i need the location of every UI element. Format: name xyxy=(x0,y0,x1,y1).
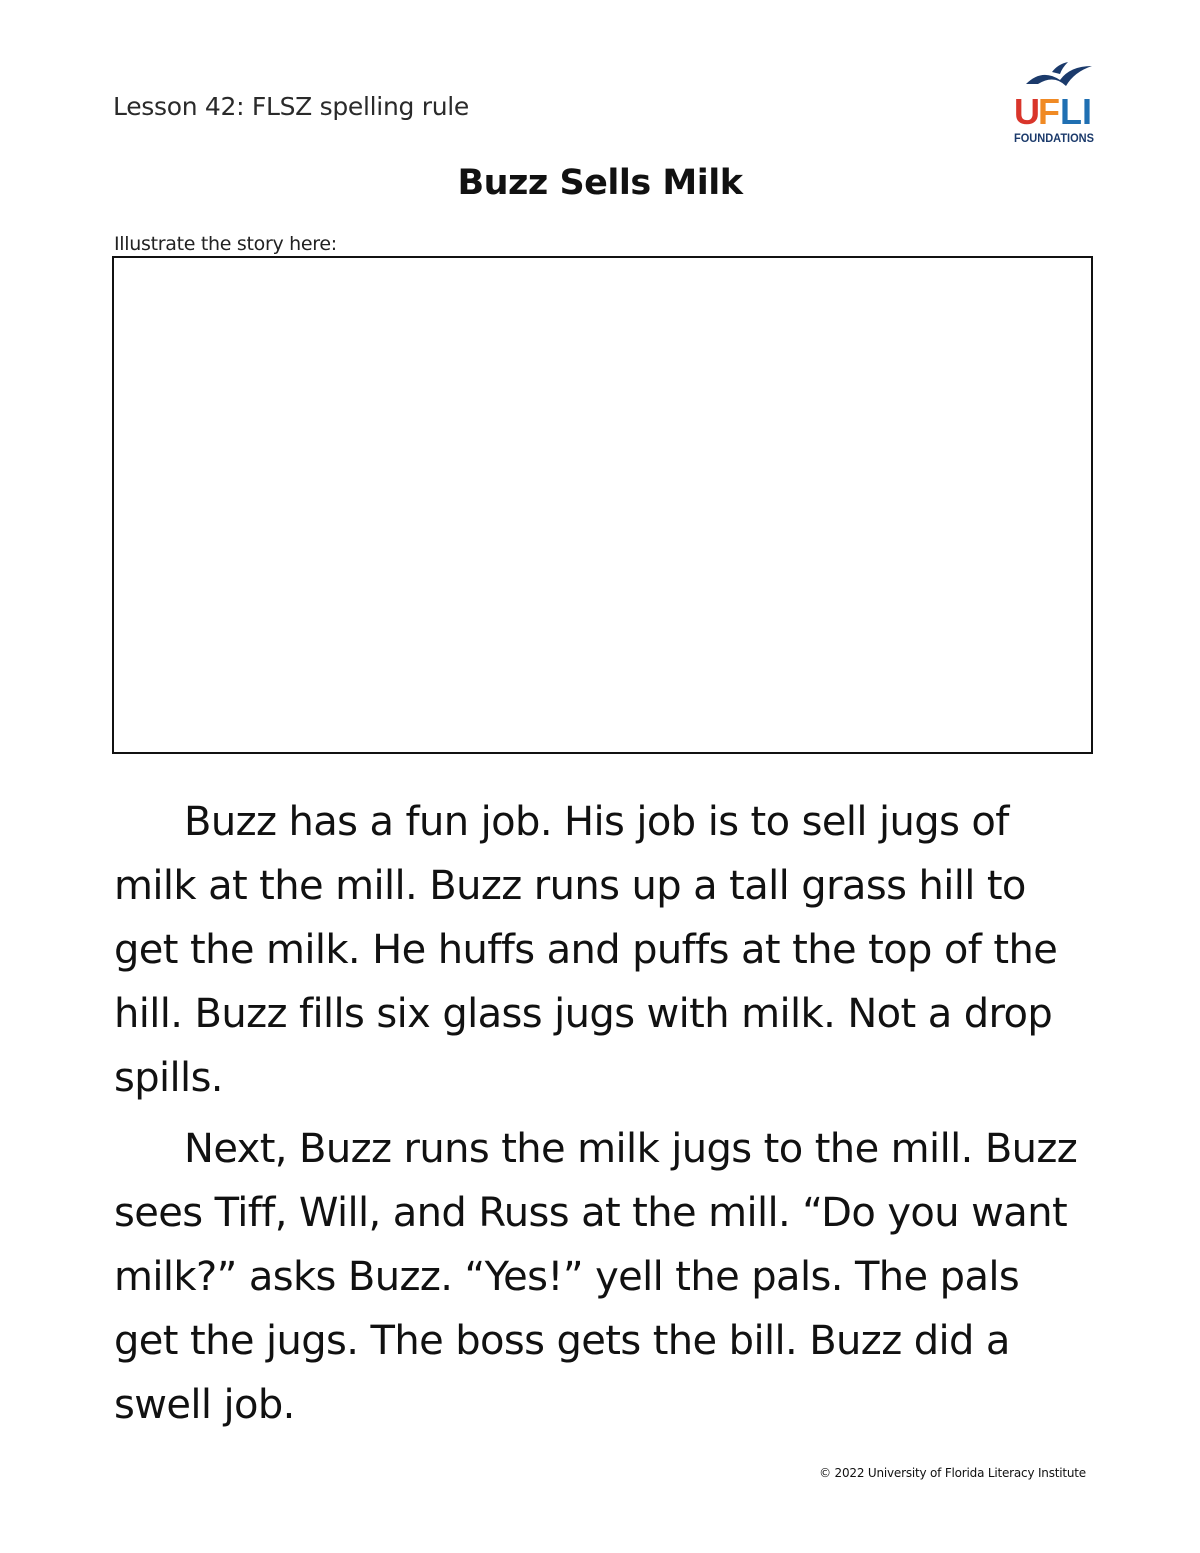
lesson-heading: Lesson 42: FLSZ spelling rule xyxy=(113,92,469,121)
story-title: Buzz Sells Milk xyxy=(457,163,743,203)
story-paragraph-text: Buzz has a fun job. His job is to sell jugs of milk at the mill. Buzz runs up a tall grass hill to get the milk. He huffs and puffs at the top of the hill. Buzz fills six glass jugs with milk. Not a drop spills. xyxy=(114,799,1058,1101)
copyright-footer: © 2022 University of Florida Literacy Institute xyxy=(819,1466,1086,1480)
story-paragraph xyxy=(114,790,1094,1110)
svg-text:U: U xyxy=(1014,91,1040,132)
story-paragraph-text: Next, Buzz runs the milk jugs to the mill. Buzz sees Tiff, Will, and Russ at the mill. “Do you want milk?” asks Buzz. “Yes!” yell the pals. The pals get the jugs. The boss gets the bill. Buzz did a swell job. xyxy=(114,1126,1078,1428)
story-text xyxy=(114,790,1094,1444)
ufli-foundations-logo xyxy=(1008,62,1100,148)
illustration-label: Illustrate the story here: xyxy=(114,233,337,255)
illustration-box[interactable] xyxy=(112,256,1093,754)
story-paragraph xyxy=(114,1117,1094,1437)
svg-text:I: I xyxy=(1082,91,1093,132)
svg-text:F: F xyxy=(1038,91,1060,132)
svg-text:L: L xyxy=(1060,91,1082,132)
svg-text:FOUNDATIONS: FOUNDATIONS xyxy=(1014,131,1094,145)
